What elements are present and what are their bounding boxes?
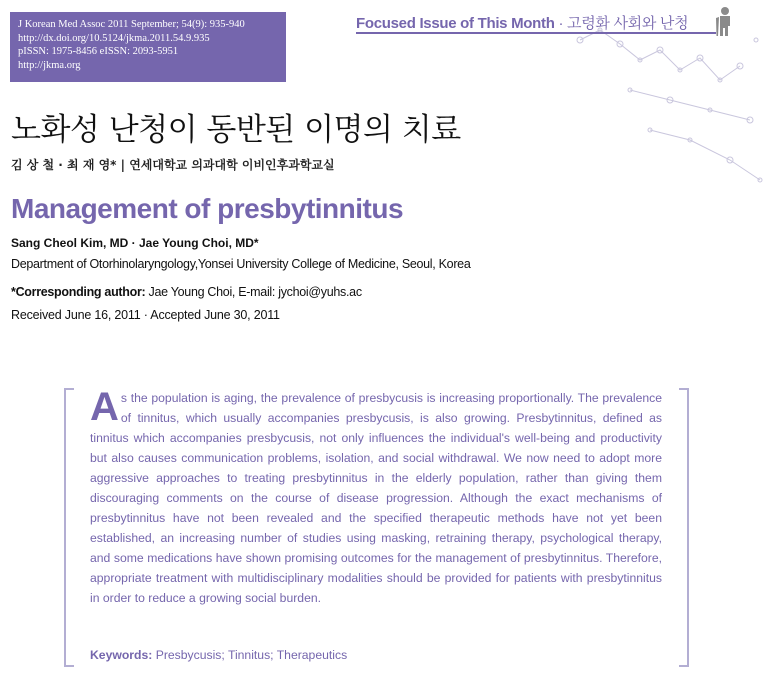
corresponding-value: Jae Young Choi, E-mail: jychoi@yuhs.ac bbox=[145, 285, 362, 299]
keywords bbox=[90, 648, 347, 662]
english-authors: Sang Cheol Kim, MD · Jae Young Choi, MD* bbox=[11, 236, 259, 250]
corresponding-label: *Corresponding author: bbox=[11, 285, 146, 299]
citation-box bbox=[10, 12, 286, 82]
english-title: Management of presbytinnitus bbox=[11, 193, 404, 224]
citation-website[interactable]: http://jkma.org bbox=[18, 59, 81, 71]
focus-issue-header bbox=[356, 10, 768, 34]
focus-issue-title bbox=[356, 12, 688, 33]
korean-title: 노화성 난청이 동반된 이명의 치료 bbox=[11, 112, 461, 148]
keywords-value: Presbycusis; Tinnitus; Therapeutics bbox=[152, 648, 348, 662]
abstract-right-bracket bbox=[679, 388, 689, 667]
focus-underline bbox=[356, 32, 716, 34]
citation-issn: pISSN: 1975-8456 eISSN: 2093-5951 bbox=[18, 46, 179, 57]
citation-doi[interactable]: http://dx.doi.org/10.5124/jkma.2011.54.9.935 bbox=[18, 32, 210, 44]
focus-issue-en: Focused Issue of This Month bbox=[356, 15, 555, 32]
citation-journal: J Korean Med Assoc 2011 September; 54(9): 935-940 bbox=[18, 19, 245, 30]
abstract-dropcap: A bbox=[90, 385, 119, 429]
abstract-left-bracket bbox=[64, 388, 74, 667]
focus-separator: · bbox=[554, 15, 568, 32]
corresponding-author bbox=[11, 285, 362, 299]
focus-issue-ko: 고령화 사회와 난청 bbox=[567, 15, 689, 32]
abstract-body: s the population is aging, the prevalence of presbycusis is increasing proportionally. The prevalence of tinnitus, which usually accompanies presbycusis, is also growing. Presbytinnitus, defined as tinnitus which accompanies presbycusis, not only influences the individual's well-being and productivity but also causes communication problems, isolation, and social withdrawal. We now need to adopt more aggressive approaches to treating presbytinnitus in the elderly population, rather than giving them discouraging comments on the course of disease progression. Although the exact mechanisms of presbytinnitus have not been revealed and the specified therapeutic methods have not yet been established, an increasing number of studies using masking, retraining therapy, psychological therapy, and some medications have shown promising outcomes for the management of presbytinnitus. Therefore, appropriate treatment with multidisciplinary modalities should be provided for patients with presbytinnitus in order to reduce a growing social burden. bbox=[90, 391, 662, 605]
korean-authors: 김 상 철 · 최 재 영* | 연세대학교 의과대학 이비인후과학교실 bbox=[11, 158, 335, 172]
received-accepted-dates: Received June 16, 2011 · Accepted June 30, 2011 bbox=[11, 308, 280, 322]
abstract-text bbox=[90, 385, 662, 608]
department: Department of Otorhinolaryngology,Yonsei University College of Medicine, Seoul, Korea bbox=[11, 257, 471, 271]
keywords-label: Keywords: bbox=[90, 648, 153, 662]
person-cane-icon bbox=[708, 6, 740, 36]
